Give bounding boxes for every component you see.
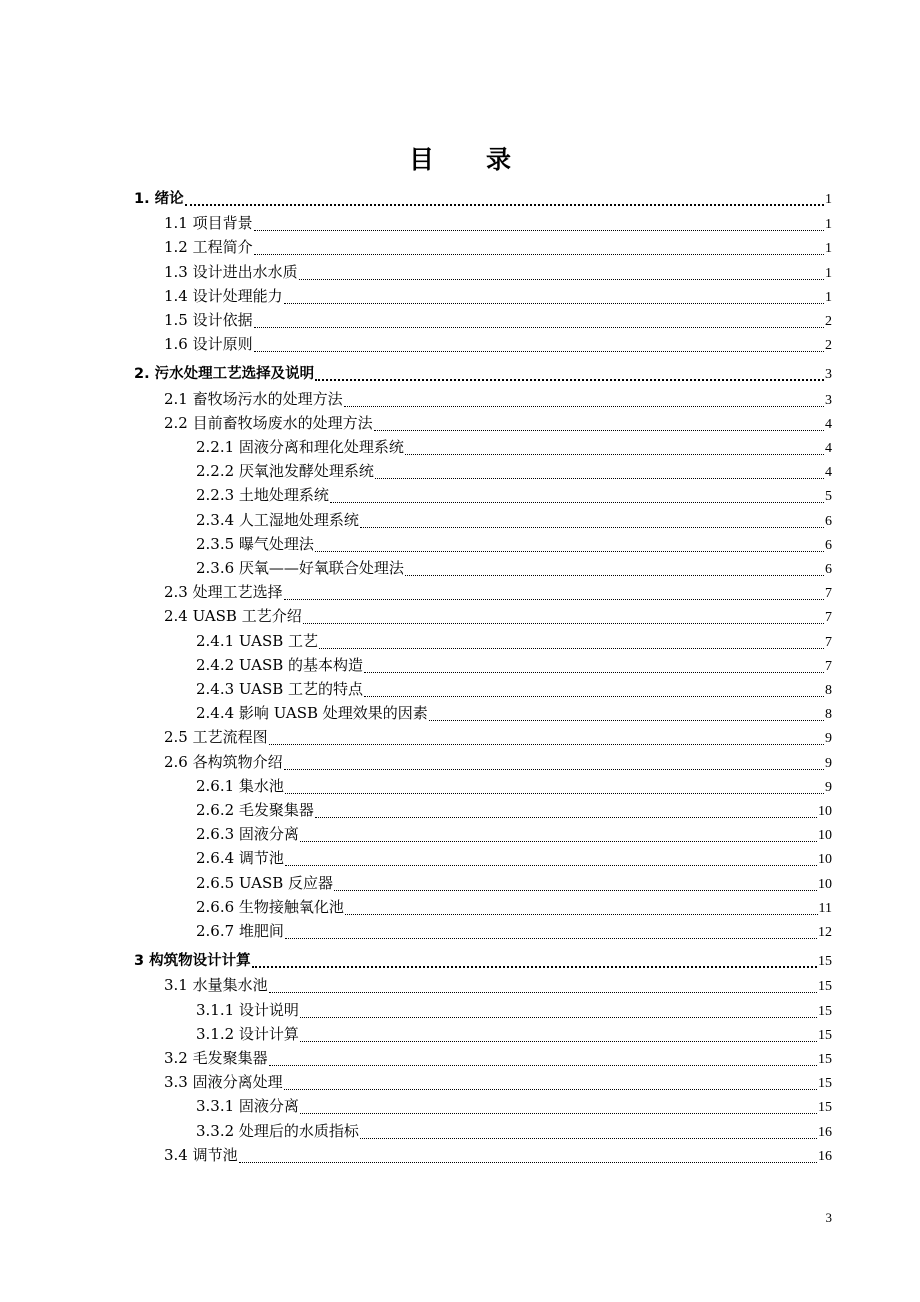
toc-entry-page: 15: [818, 979, 832, 994]
toc-entry[interactable]: [164, 335, 832, 355]
dot-leader: [284, 759, 824, 773]
dot-leader: [300, 1103, 817, 1117]
toc-entry[interactable]: [196, 922, 832, 942]
toc-entry-page: 15: [818, 1028, 832, 1043]
toc-entry-page: 8: [825, 683, 832, 698]
dot-leader: [285, 928, 817, 942]
toc-entry-page: 2: [825, 314, 832, 329]
toc-entry[interactable]: [196, 1097, 832, 1117]
toc-entry-page: 15: [818, 954, 832, 969]
dot-leader: [285, 783, 824, 797]
dot-leader: [185, 195, 824, 209]
toc-entry-page: 10: [818, 804, 832, 819]
dot-leader: [254, 317, 824, 331]
toc-entry-label: 2.2.2 厌氧池发酵处理系统: [196, 462, 374, 480]
toc-entry[interactable]: [196, 777, 832, 797]
toc-entry[interactable]: [164, 287, 832, 307]
toc-entry[interactable]: [164, 1146, 832, 1166]
dot-leader: [254, 341, 824, 355]
toc-entry[interactable]: [196, 825, 832, 845]
toc-entry-page: 15: [818, 1100, 832, 1115]
toc-entry-label: 3.1 水量集水池: [164, 976, 268, 994]
toc-entry[interactable]: [196, 1122, 832, 1142]
toc-entry[interactable]: [196, 486, 832, 506]
toc-entry-page: 5: [825, 489, 832, 504]
dot-leader: [252, 957, 817, 971]
toc-entry-label: 3.1.1 设计说明: [196, 1001, 299, 1019]
dot-leader: [300, 1031, 817, 1045]
toc-entry-page: 8: [825, 707, 832, 722]
toc-entry-label: 2.6 各构筑物介绍: [164, 753, 283, 771]
toc-entry-page: 15: [818, 1052, 832, 1067]
page-number: 3: [825, 1210, 832, 1225]
dot-leader: [300, 1007, 817, 1021]
toc-entry-label: 2.6.2 毛发聚集器: [196, 801, 314, 819]
toc-entry-page: 12: [818, 925, 832, 940]
toc-entry-label: 2.6.3 固液分离: [196, 825, 299, 843]
dot-leader: [315, 541, 824, 555]
toc-entry[interactable]: [196, 849, 832, 869]
toc-entry[interactable]: [196, 898, 832, 918]
dot-leader: [360, 1128, 817, 1142]
page-title: 目录: [408, 145, 563, 174]
dot-leader: [345, 904, 818, 918]
dot-leader: [375, 468, 824, 482]
toc-entry[interactable]: [164, 976, 832, 996]
toc-entry[interactable]: [196, 1001, 832, 1021]
toc-entry-label: 3 构筑物设计计算: [134, 953, 251, 969]
toc-entry-label: 3.2 毛发聚集器: [164, 1049, 268, 1067]
toc-entry-page: 2: [825, 338, 832, 353]
toc-entry-label: 2.3.6 厌氧——好氧联合处理法: [196, 559, 404, 577]
toc-entry-label: 1. 绪论: [134, 191, 184, 207]
toc-entry-page: 4: [825, 417, 832, 432]
toc-entry-page: 10: [818, 828, 832, 843]
dot-leader: [254, 220, 824, 234]
toc-entry-label: 2.6.1 集水池: [196, 777, 284, 795]
toc-entry[interactable]: [164, 607, 832, 627]
toc-entry-label: 2.4.3 UASB 工艺的特点: [196, 680, 364, 698]
dot-leader: [269, 982, 817, 996]
toc-entry[interactable]: [164, 238, 832, 258]
toc-entry[interactable]: [196, 656, 832, 676]
toc-entry[interactable]: [164, 728, 832, 748]
dot-leader: [299, 269, 824, 283]
toc-entry-label: 2.4.4 影响 UASB 处理效果的因素: [196, 704, 428, 722]
toc-entry-page: 1: [825, 266, 832, 281]
toc-entry[interactable]: [164, 753, 832, 773]
toc-entry-label: 1.3 设计进出水水质: [164, 263, 298, 281]
toc-entry-page: 15: [818, 1004, 832, 1019]
toc-entry-label: 2.2 目前畜牧场废水的处理方法: [164, 414, 373, 432]
toc-entry[interactable]: [196, 801, 832, 821]
toc-entry[interactable]: [196, 874, 832, 894]
toc-entry[interactable]: [164, 414, 832, 434]
toc-entry-label: 1.2 工程简介: [164, 238, 253, 256]
toc-entry-page: 11: [818, 901, 832, 916]
dot-leader: [374, 420, 824, 434]
toc-entry-page: 6: [825, 562, 832, 577]
toc-entry-page: 1: [825, 192, 832, 207]
toc-entry-label: 2.4.2 UASB 的基本构造: [196, 656, 364, 674]
toc-entry[interactable]: [164, 583, 832, 603]
toc-entry[interactable]: [164, 311, 832, 331]
dot-leader: [269, 734, 824, 748]
toc-entry-page: 9: [825, 731, 832, 746]
toc-entry-label: 3.3.2 处理后的水质指标: [196, 1122, 359, 1140]
toc-entry-label: 2.6.7 堆肥间: [196, 922, 284, 940]
toc-entry[interactable]: [134, 190, 832, 209]
toc-entry-page: 7: [825, 659, 832, 674]
dot-leader: [334, 880, 817, 894]
toc-entry-page: 16: [818, 1149, 832, 1164]
toc-entry[interactable]: [196, 632, 832, 652]
toc-entry[interactable]: [164, 263, 832, 283]
toc-entry-page: 10: [818, 852, 832, 867]
toc-entry-label: 3.3.1 固液分离: [196, 1097, 299, 1115]
toc-entry[interactable]: [164, 1049, 832, 1069]
dot-leader: [364, 686, 824, 700]
toc-entry-label: 2.3.4 人工湿地处理系统: [196, 511, 359, 529]
toc-entry-label: 2.4 UASB 工艺介绍: [164, 607, 302, 625]
dot-leader: [319, 638, 824, 652]
toc-entry-page: 16: [818, 1125, 832, 1140]
toc-entry-label: 2.5 工艺流程图: [164, 728, 268, 746]
toc-entry[interactable]: [134, 365, 832, 384]
toc-entry-page: 1: [825, 290, 832, 305]
toc-entry[interactable]: [196, 462, 832, 482]
toc-entry-page: 10: [818, 877, 832, 892]
dot-leader: [315, 807, 817, 821]
toc-entry-label: 2. 污水处理工艺选择及说明: [134, 366, 315, 382]
toc-entry[interactable]: [196, 1025, 832, 1045]
dot-leader: [239, 1152, 817, 1166]
toc-entry-page: 4: [825, 441, 832, 456]
toc-entry-page: 9: [825, 756, 832, 771]
toc-entry-label: 3.4 调节池: [164, 1146, 238, 1164]
dot-leader: [429, 710, 824, 724]
toc-entry-page: 9: [825, 780, 832, 795]
dot-leader: [315, 370, 824, 384]
toc-entry-label: 2.6.4 调节池: [196, 849, 284, 867]
toc-entry-page: 4: [825, 465, 832, 480]
toc-entry-label: 3.3 固液分离处理: [164, 1073, 283, 1091]
dot-leader: [405, 444, 824, 458]
toc-entry-page: 7: [825, 586, 832, 601]
toc-entry-page: 1: [825, 217, 832, 232]
toc-entry[interactable]: [196, 704, 832, 724]
dot-leader: [285, 855, 817, 869]
toc-entry-label: 2.2.3 土地处理系统: [196, 486, 329, 504]
toc-entry[interactable]: [196, 559, 832, 579]
toc-entry-page: 3: [825, 393, 832, 408]
toc-entry-label: 2.3 处理工艺选择: [164, 583, 283, 601]
toc-entry-page: 3: [825, 367, 832, 382]
toc-entry-label: 1.1 项目背景: [164, 214, 253, 232]
toc-entry-label: 3.1.2 设计计算: [196, 1025, 299, 1043]
dot-leader: [405, 565, 824, 579]
toc-entry-page: 6: [825, 514, 832, 529]
dot-leader: [330, 492, 824, 506]
dot-leader: [254, 244, 824, 258]
dot-leader: [284, 293, 824, 307]
toc-entry-label: 2.6.6 生物接触氧化池: [196, 898, 344, 916]
toc-entry[interactable]: [196, 511, 832, 531]
toc-entry[interactable]: [134, 952, 832, 971]
dot-leader: [300, 831, 817, 845]
toc-entry[interactable]: [196, 680, 832, 700]
dot-leader: [284, 1079, 817, 1093]
toc-entry-label: 2.6.5 UASB 反应器: [196, 874, 334, 892]
dot-leader: [303, 613, 824, 627]
toc-entry-page: 6: [825, 538, 832, 553]
toc-entry[interactable]: [164, 214, 832, 234]
toc-entry-label: 1.6 设计原则: [164, 335, 253, 353]
toc-entry-label: 2.3.5 曝气处理法: [196, 535, 314, 553]
dot-leader: [360, 517, 824, 531]
dot-leader: [364, 662, 824, 676]
toc-entry[interactable]: [196, 438, 832, 458]
toc-entry-label: 2.4.1 UASB 工艺: [196, 632, 319, 650]
toc-entry-page: 7: [825, 610, 832, 625]
toc-entry[interactable]: [196, 535, 832, 555]
toc-entry-label: 1.5 设计依据: [164, 311, 253, 329]
toc-entry-label: 2.2.1 固液分离和理化处理系统: [196, 438, 404, 456]
toc-entry[interactable]: [164, 1073, 832, 1093]
dot-leader: [269, 1055, 817, 1069]
toc-entry-page: 7: [825, 635, 832, 650]
dot-leader: [344, 396, 824, 410]
toc-entry[interactable]: [164, 390, 832, 410]
toc-entry-page: 1: [825, 241, 832, 256]
toc-entry-page: 15: [818, 1076, 832, 1091]
toc-entry-label: 1.4 设计处理能力: [164, 287, 283, 305]
toc-entry-label: 2.1 畜牧场污水的处理方法: [164, 390, 343, 408]
dot-leader: [284, 589, 824, 603]
